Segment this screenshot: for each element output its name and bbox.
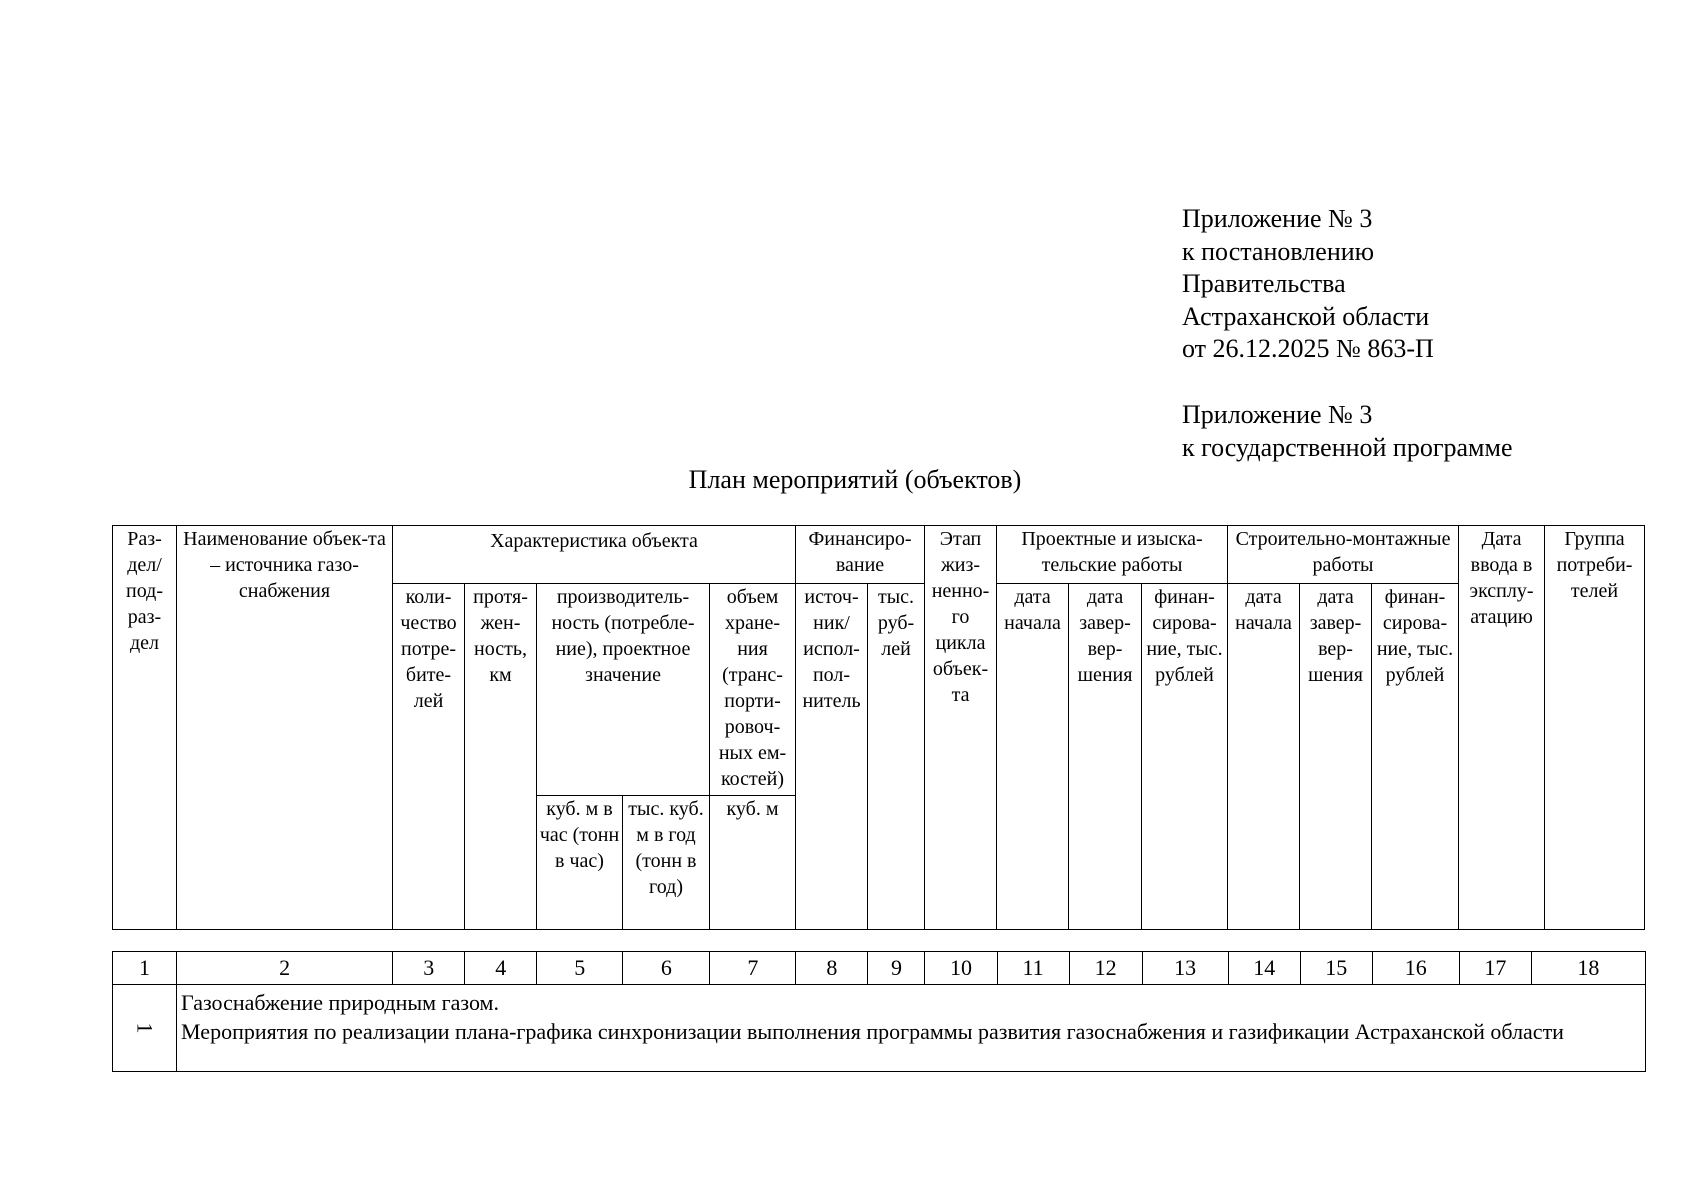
- column-number: 9: [868, 952, 925, 985]
- header-source-executor: источ-ник/ испол-пол-нитель: [796, 584, 868, 930]
- column-number: 16: [1372, 952, 1459, 985]
- header-design-start: дата начала: [997, 584, 1069, 930]
- header-section: Раз-дел/ под-раз-дел: [113, 526, 177, 930]
- header-consumer-group: Группа потреби-телей: [1545, 526, 1645, 930]
- appendix-line: Приложение № 3: [1182, 204, 1373, 233]
- page-title: План мероприятий (объектов): [688, 465, 1022, 494]
- header-construction-works: Строительно-монтажные работы: [1228, 526, 1459, 584]
- column-number: 6: [623, 952, 710, 985]
- column-number: 13: [1142, 952, 1228, 985]
- appendix-line: Приложение № 3: [1182, 400, 1373, 429]
- header-construction-financing: финан-сирова-ние, тыс. рублей: [1372, 584, 1459, 930]
- header-design-works: Проектные и изыска-тельские работы: [997, 526, 1228, 584]
- section-number: 1: [132, 1022, 158, 1034]
- header-consumers-count: коли-чество потре-бите-лей: [393, 584, 465, 930]
- header-lifecycle: Этап жиз-ненно-го цикла объек-та: [925, 526, 997, 930]
- appendix-line: от 26.12.2025 № 863-П: [1182, 334, 1434, 363]
- column-number: 14: [1228, 952, 1300, 985]
- header-unit-cubic: куб. м: [710, 796, 796, 930]
- column-number: 2: [177, 952, 393, 985]
- header-table: [112, 525, 1645, 930]
- header-commissioning-date: Дата ввода в эксплу-атацию: [1459, 526, 1545, 930]
- section-title-line2: Мероприятия по реализации плана-графика синхронизации выполнения программы развития газоснабжения и газификации Астраханской области: [181, 1019, 1564, 1044]
- header-construction-end: дата завер-вер-шения: [1300, 584, 1372, 930]
- column-number: 7: [710, 952, 796, 985]
- appendix-line: Астраханской области: [1182, 301, 1430, 331]
- column-number: 12: [1069, 952, 1142, 985]
- column-number: 18: [1531, 952, 1645, 985]
- header-name: Наименование объек-та – источника газо-снабжения: [177, 526, 393, 930]
- header-capacity: производитель-ность (потребле-ние), проектное значение: [537, 584, 710, 796]
- header-unit-cubic-hour: куб. м в час (тонн в час): [537, 796, 623, 930]
- column-number-table: [112, 951, 1646, 1072]
- header-characteristic: Характеристика объекта: [393, 526, 796, 584]
- column-number: 15: [1300, 952, 1372, 985]
- column-number: 3: [393, 952, 465, 985]
- appendix-main-block: [1182, 203, 1434, 366]
- column-number: 11: [997, 952, 1069, 985]
- column-number: 17: [1459, 952, 1531, 985]
- header-financing: Финансиро-вание: [796, 526, 925, 584]
- header-design-end: дата завер-вер-шения: [1069, 584, 1142, 930]
- header-length: протя-жен-ность, км: [465, 584, 537, 930]
- header-storage-volume: объем хране-ния (транс-порти-ровоч-ных ем-костей): [710, 584, 796, 796]
- header-design-financing: финан-сирова-ние, тыс. рублей: [1142, 584, 1228, 930]
- column-number: 10: [925, 952, 997, 985]
- column-number-row: [113, 952, 1646, 985]
- header-unit-cubic-year: тыс. куб. м в год (тонн в год): [623, 796, 710, 930]
- header-thousand-rub: тыс. руб-лей: [868, 584, 925, 930]
- column-number: 1: [113, 952, 177, 985]
- appendix-program-block: [1182, 399, 1513, 464]
- column-number: 5: [537, 952, 623, 985]
- column-number: 4: [465, 952, 537, 985]
- section-number-cell: [113, 985, 177, 1072]
- header-construction-start: дата начала: [1228, 584, 1300, 930]
- appendix-line: к государственной программе: [1182, 432, 1513, 462]
- section-row: [113, 985, 1646, 1072]
- column-number: 8: [796, 952, 868, 985]
- appendix-line: к постановлению: [1182, 236, 1375, 266]
- section-title-cell: [177, 985, 1646, 1072]
- section-title-line1: Газоснабжение природным газом.: [181, 990, 499, 1015]
- appendix-line: Правительства: [1182, 269, 1346, 298]
